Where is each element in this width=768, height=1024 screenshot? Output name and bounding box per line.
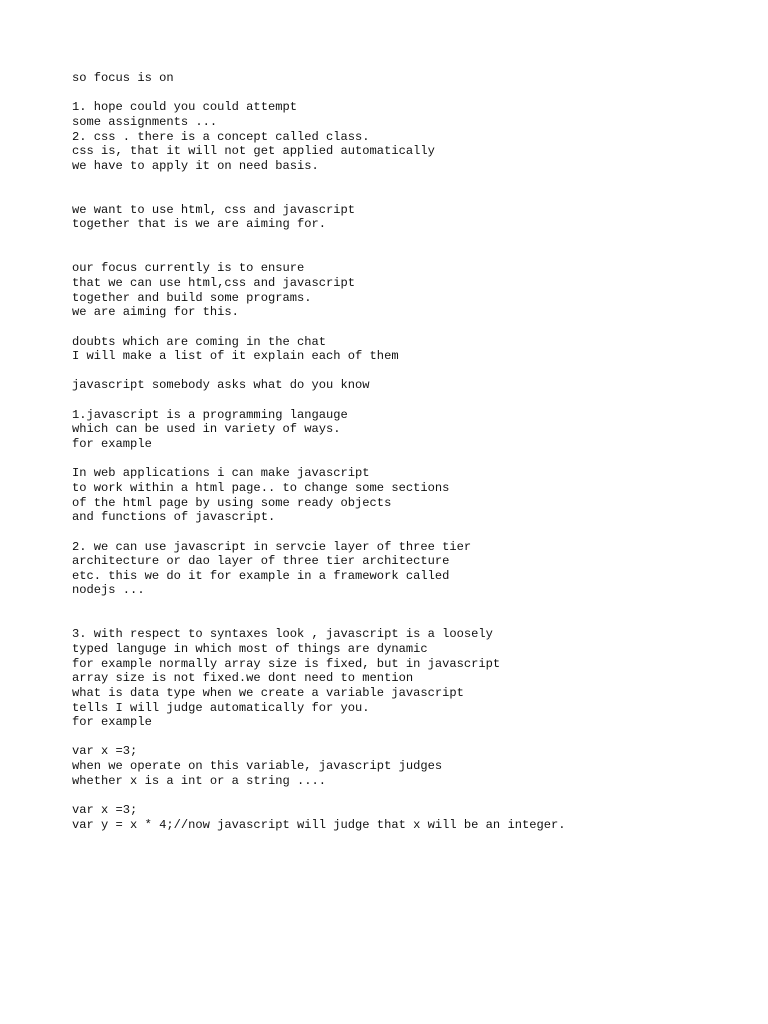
blank-line <box>72 730 752 745</box>
text-line: what is data type when we create a variable javascript <box>72 685 464 700</box>
text-line: so focus is on <box>72 71 174 85</box>
text-line: array size is not fixed.we dont need to mention <box>72 671 414 686</box>
text-line: tells I will judge automatically for you. <box>72 700 370 715</box>
blank-line <box>72 232 752 247</box>
text-line: javascript somebody asks what do you know <box>72 378 370 393</box>
text-line: for example normally array size is fixed, but in javascript <box>72 656 501 671</box>
text-line: and functions of javascript. <box>72 510 276 525</box>
text-line: doubts which are coming in the chat <box>72 334 327 349</box>
text-line: 1. hope could you could attempt <box>72 100 297 115</box>
code-line: var x =3; <box>72 744 138 759</box>
text-line: to work within a html page.. to change some sections <box>72 480 450 495</box>
text-line: 3. with respect to syntaxes look , javascript is a loosely <box>72 627 493 642</box>
text-line: 2. we can use javascript in servcie layer of three tier <box>72 539 472 554</box>
document-body <box>72 71 752 832</box>
text-line: our focus currently is to ensure <box>72 261 305 276</box>
code-line: var y = x * 4;//now javascript will judge that x will be an integer. <box>72 817 566 832</box>
text-line: architecture or dao layer of three tier architecture <box>72 554 450 569</box>
blank-line <box>72 393 752 408</box>
blank-line <box>72 525 752 540</box>
text-line: I will make a list of it explain each of them <box>72 349 399 364</box>
text-line: together that is we are aiming for. <box>72 217 327 232</box>
text-line: together and build some programs. <box>72 290 312 305</box>
blank-line <box>72 247 752 262</box>
blank-line <box>72 452 752 467</box>
blank-line <box>72 788 752 803</box>
text-line: 2. css . there is a concept called class. <box>72 129 370 144</box>
text-line: we are aiming for this. <box>72 305 239 320</box>
text-line: we want to use html, css and javascript <box>72 202 356 217</box>
blank-line <box>72 320 752 335</box>
text-line: css is, that it will not get applied automatically <box>72 144 435 159</box>
code-line: var x =3; <box>72 803 138 818</box>
blank-line <box>72 188 752 203</box>
text-line: for example <box>72 437 152 452</box>
blank-line <box>72 613 752 628</box>
text-line: some assignments ... <box>72 114 218 129</box>
text-line: which can be used in variety of ways. <box>72 422 341 437</box>
blank-line <box>72 173 752 188</box>
text-line: that we can use html,css and javascript <box>72 275 356 290</box>
text-line: nodejs ... <box>72 583 145 598</box>
text-line: for example <box>72 715 152 730</box>
text-line: 1.javascript is a programming langauge <box>72 407 348 422</box>
text-line: we have to apply it on need basis. <box>72 158 319 173</box>
text-line: of the html page by using some ready objects <box>72 495 392 510</box>
text-line: whether x is a int or a string .... <box>72 773 327 788</box>
blank-line <box>72 86 752 101</box>
text-line: etc. this we do it for example in a framework called <box>72 568 450 583</box>
text-line: typed languge in which most of things are dynamic <box>72 641 428 656</box>
text-line: In web applications i can make javascript <box>72 466 370 481</box>
blank-line <box>72 598 752 613</box>
blank-line <box>72 364 752 379</box>
text-line: when we operate on this variable, javascript judges <box>72 759 443 774</box>
